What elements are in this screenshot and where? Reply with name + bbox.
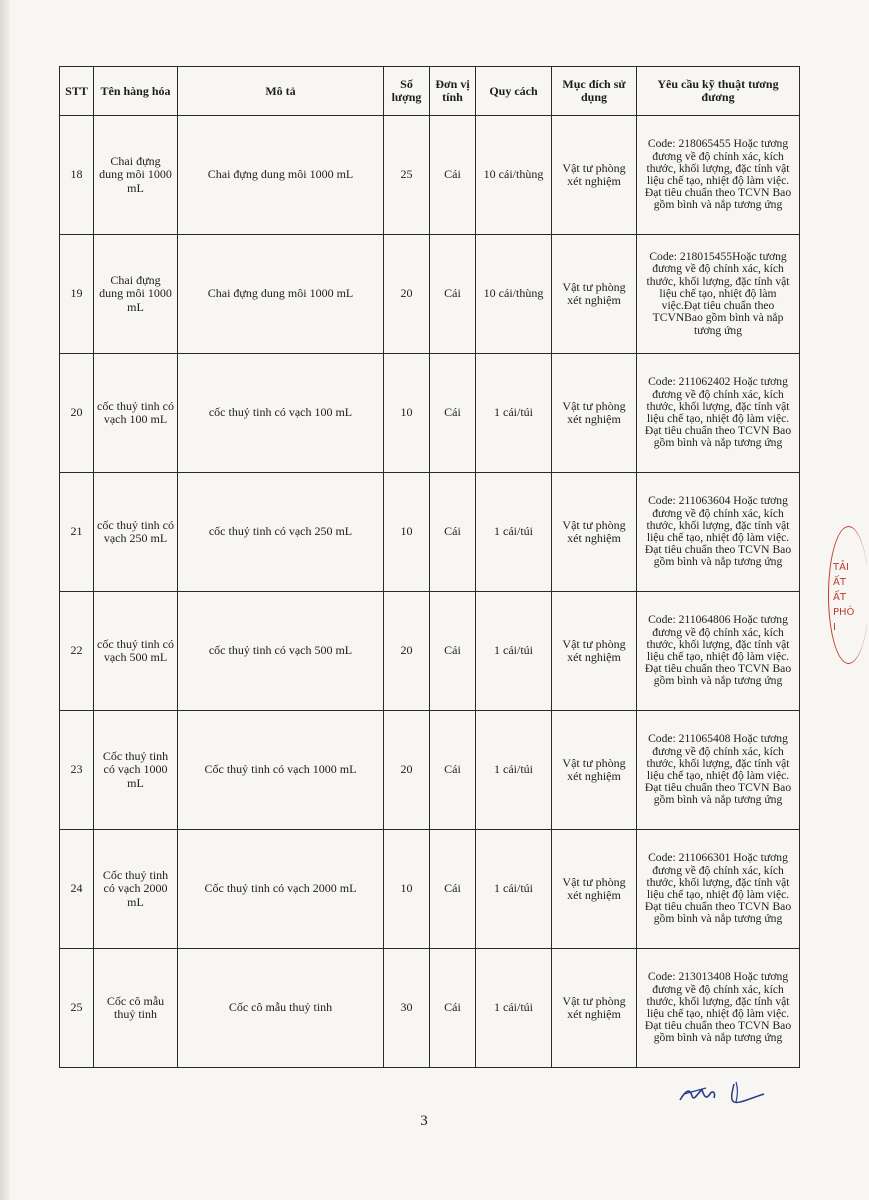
- header-unit: Đơn vị tính: [430, 67, 476, 116]
- cell-stt: 25: [60, 949, 94, 1068]
- cell-purpose: Vật tư phòng xét nghiệm: [552, 592, 637, 711]
- cell-stt: 22: [60, 592, 94, 711]
- header-stt: STT: [60, 67, 94, 116]
- cell-quantity: 20: [384, 592, 430, 711]
- cell-quantity: 20: [384, 711, 430, 830]
- cell-spec: 10 cái/thùng: [476, 235, 552, 354]
- cell-requirement: Code: 218015455Hoặc tương đương về độ chính xác, kích thước, khối lượng, đặc tính vật liệu chế tạo, nhiệt độ làm việc.Đạt tiêu chuẩn theo TCVNBao gồm bình và nắp tương ứng: [637, 235, 800, 354]
- table-row: [60, 592, 800, 711]
- table-row: [60, 473, 800, 592]
- header-name: Tên hàng hóa: [94, 67, 178, 116]
- cell-stt: 18: [60, 116, 94, 235]
- header-spec: Quy cách: [476, 67, 552, 116]
- cell-spec: 1 cái/túi: [476, 830, 552, 949]
- cell-spec: 1 cái/túi: [476, 711, 552, 830]
- cell-requirement: Code: 218065455 Hoặc tương đương về độ chính xác, kích thước, khối lượng, đặc tính vật liệu chế tạo, nhiệt độ làm việc. Đạt tiêu chuẩn theo TCVN Bao gồm bình và nắp tương ứng: [637, 116, 800, 235]
- cell-name: cốc thuỷ tinh có vạch 100 mL: [94, 354, 178, 473]
- table-row: [60, 711, 800, 830]
- cell-purpose: Vật tư phòng xét nghiệm: [552, 949, 637, 1068]
- cell-description: cốc thuỷ tinh có vạch 500 mL: [178, 592, 384, 711]
- header-description: Mô tả: [178, 67, 384, 116]
- cell-stt: 21: [60, 473, 94, 592]
- stamp-letters: [833, 560, 854, 635]
- cell-purpose: Vật tư phòng xét nghiệm: [552, 711, 637, 830]
- cell-spec: 1 cái/túi: [476, 592, 552, 711]
- cell-unit: Cái: [430, 473, 476, 592]
- cell-description: cốc thuỷ tinh có vạch 250 mL: [178, 473, 384, 592]
- cell-unit: Cái: [430, 830, 476, 949]
- cell-requirement: Code: 211066301 Hoặc tương đương về độ chính xác, kích thước, khối lượng, đặc tính vật liệu chế tạo, nhiệt độ làm việc. Đạt tiêu chuẩn theo TCVN Bao gồm bình và nắp tương ứng: [637, 830, 800, 949]
- cell-stt: 23: [60, 711, 94, 830]
- cell-quantity: 10: [384, 473, 430, 592]
- cell-purpose: Vật tư phòng xét nghiệm: [552, 473, 637, 592]
- cell-quantity: 10: [384, 830, 430, 949]
- scan-edge: [0, 0, 10, 1200]
- cell-requirement: Code: 213013408 Hoặc tương đương về độ chính xác, kích thước, khối lượng, đặc tính vật liệu chế tạo, nhiệt độ làm việc. Đạt tiêu chuẩn theo TCVN Bao gồm bình và nắp tương ứng: [637, 949, 800, 1068]
- cell-description: Cốc thuỷ tinh có vạch 2000 mL: [178, 830, 384, 949]
- cell-description: Cốc thuỷ tinh có vạch 1000 mL: [178, 711, 384, 830]
- cell-spec: 1 cái/túi: [476, 473, 552, 592]
- stamp-letter: ẤT: [833, 592, 846, 603]
- table-row: [60, 830, 800, 949]
- cell-description: cốc thuỷ tinh có vạch 100 mL: [178, 354, 384, 473]
- table-row: [60, 235, 800, 354]
- table-row: [60, 354, 800, 473]
- cell-description: Cốc cô mẫu thuỷ tinh: [178, 949, 384, 1068]
- cell-quantity: 25: [384, 116, 430, 235]
- cell-name: cốc thuỷ tinh có vạch 500 mL: [94, 592, 178, 711]
- cell-spec: 10 cái/thùng: [476, 116, 552, 235]
- cell-description: Chai đựng dung môi 1000 mL: [178, 235, 384, 354]
- cell-stt: 24: [60, 830, 94, 949]
- cell-name: Cốc thuỷ tinh có vạch 2000 mL: [94, 830, 178, 949]
- cell-spec: 1 cái/túi: [476, 949, 552, 1068]
- cell-unit: Cái: [430, 235, 476, 354]
- page-number: 3: [420, 1113, 428, 1129]
- cell-unit: Cái: [430, 116, 476, 235]
- cell-name: cốc thuỷ tinh có vạch 250 mL: [94, 473, 178, 592]
- cell-name: Cốc thuỷ tinh có vạch 1000 mL: [94, 711, 178, 830]
- cell-purpose: Vật tư phòng xét nghiệm: [552, 235, 637, 354]
- cell-stt: 20: [60, 354, 94, 473]
- items-table: [59, 66, 800, 1068]
- cell-stt: 19: [60, 235, 94, 354]
- red-stamp-fragment: [826, 520, 855, 670]
- cell-name: Chai đựng dung môi 1000 mL: [94, 235, 178, 354]
- cell-purpose: Vật tư phòng xét nghiệm: [552, 830, 637, 949]
- cell-spec: 1 cái/túi: [476, 354, 552, 473]
- stamp-letter: ẤT: [833, 577, 846, 588]
- cell-unit: Cái: [430, 592, 476, 711]
- cell-purpose: Vật tư phòng xét nghiệm: [552, 116, 637, 235]
- cell-unit: Cái: [430, 354, 476, 473]
- cell-requirement: Code: 211063604 Hoặc tương đương về độ chính xác, kích thước, khối lượng, đặc tính vật liệu chế tạo, nhiệt độ làm việc. Đạt tiêu chuẩn theo TCVN Bao gồm bình và nắp tương ứng: [637, 473, 800, 592]
- stamp-letter: PHÒ: [833, 607, 855, 618]
- table-header-row: [60, 67, 800, 116]
- header-requirement: Yêu cầu kỹ thuật tương đương: [637, 67, 800, 116]
- table-row: [60, 116, 800, 235]
- signature: [676, 1078, 768, 1110]
- cell-quantity: 10: [384, 354, 430, 473]
- cell-requirement: Code: 211064806 Hoặc tương đương về độ chính xác, kích thước, khối lượng, đặc tính vật liệu chế tạo, nhiệt độ làm việc. Đạt tiêu chuẩn theo TCVN Bao gồm bình và nắp tương ứng: [637, 592, 800, 711]
- cell-requirement: Code: 211062402 Hoặc tương đương về độ chính xác, kích thước, khối lượng, đặc tính vật liệu chế tạo, nhiệt độ làm việc. Đạt tiêu chuẩn theo TCVN Bao gồm bình và nắp tương ứng: [637, 354, 800, 473]
- cell-unit: Cái: [430, 949, 476, 1068]
- cell-quantity: 30: [384, 949, 430, 1068]
- cell-name: Cốc cô mẫu thuỷ tinh: [94, 949, 178, 1068]
- cell-quantity: 20: [384, 235, 430, 354]
- cell-description: Chai đựng dung môi 1000 mL: [178, 116, 384, 235]
- cell-requirement: Code: 211065408 Hoặc tương đương về độ chính xác, kích thước, khối lượng, đặc tính vật liệu chế tạo, nhiệt độ làm việc. Đạt tiêu chuẩn theo TCVN Bao gồm bình và nắp tương ứng: [637, 711, 800, 830]
- cell-unit: Cái: [430, 711, 476, 830]
- stamp-letter: I: [833, 622, 836, 633]
- header-quantity: Số lượng: [384, 67, 430, 116]
- table-row: [60, 949, 800, 1068]
- cell-name: Chai đựng dung môi 1000 mL: [94, 116, 178, 235]
- cell-purpose: Vật tư phòng xét nghiệm: [552, 354, 637, 473]
- stamp-letter: TẢI: [833, 562, 849, 573]
- header-purpose: Mục đích sử dụng: [552, 67, 637, 116]
